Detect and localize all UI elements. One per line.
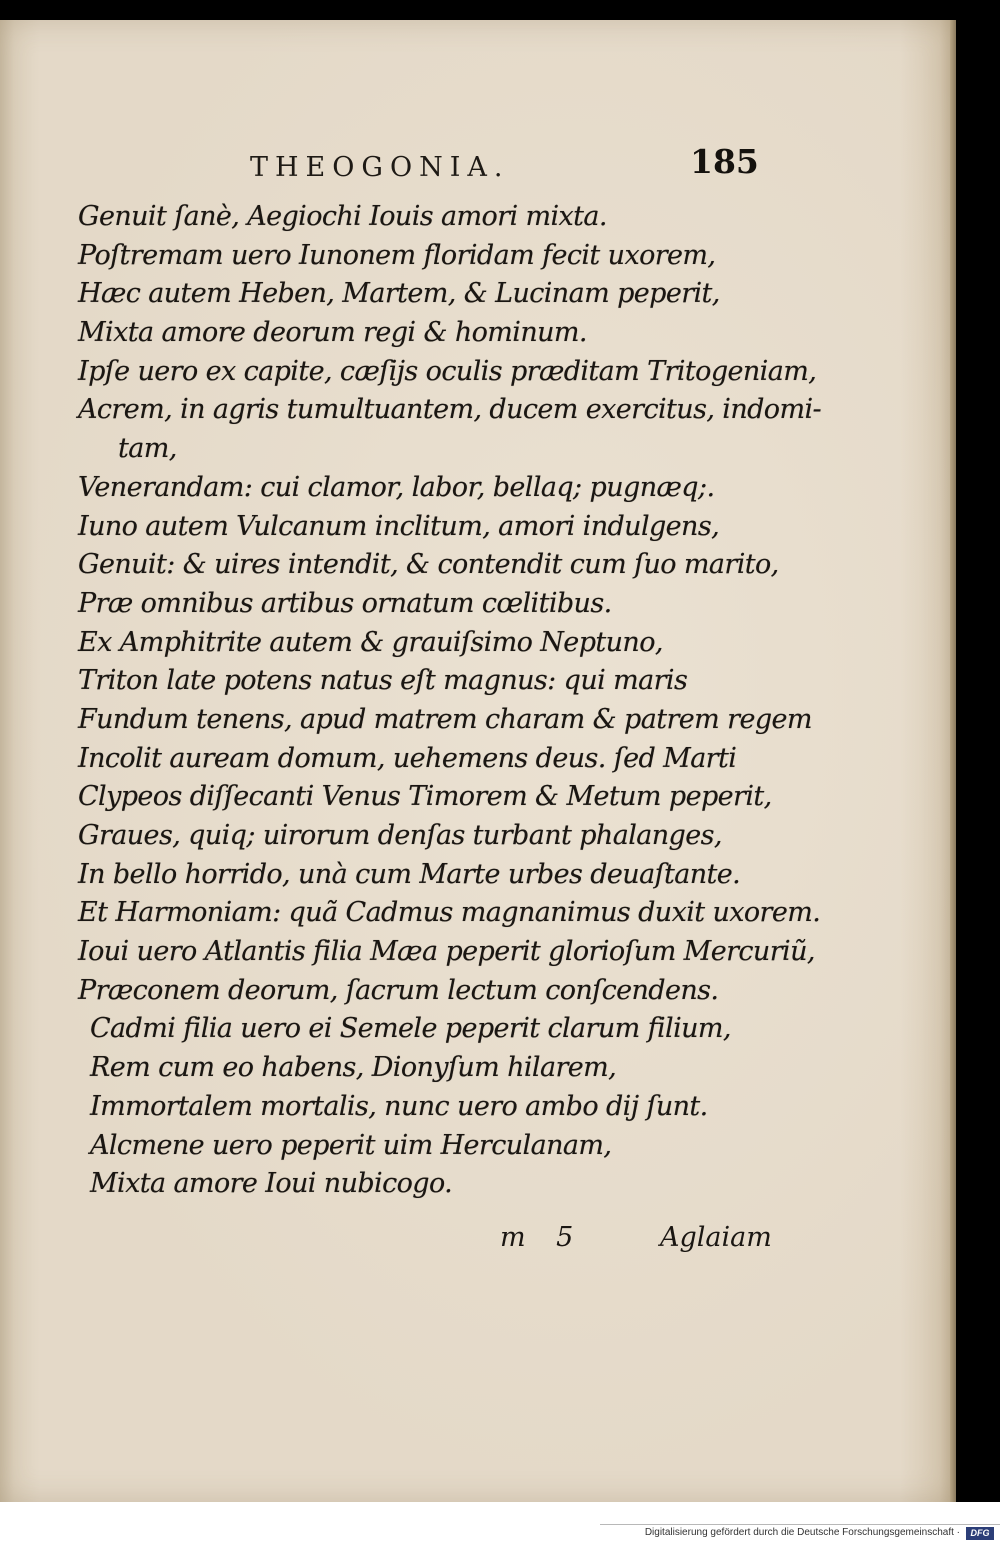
verse-line: Præ omnibus artibus ornatum cœlitibus. — [78, 587, 612, 619]
verse-line: Et Harmoniam: quã Cadmus magnanimus duxit uxorem. — [78, 897, 821, 929]
verse-line: Alcmene uero peperit uim Herculanam, — [90, 1129, 612, 1161]
verse-line: Iuno autem Vulcanum inclitum, amori indulgens, — [78, 510, 720, 542]
funding-credit: Digitalisierung gefördert durch die Deutsche Forschungsgemeinschaft · — [644, 1527, 960, 1538]
verse-line: Mixta amore deorum regi & hominum. — [78, 317, 587, 349]
verse-line: Venerandam: cui clamor, labor, bellaq; pugnæq;. — [78, 471, 715, 503]
verse-line: Incolit auream domum, uehemens deus. ſed Marti — [78, 742, 737, 774]
signature-mark: m 5 — [500, 1222, 574, 1253]
footer-rule — [600, 1524, 1000, 1525]
catchline — [0, 1220, 955, 1260]
verse-line: Hæc autem Heben, Martem, & Lucinam peperit, — [78, 278, 720, 310]
verse-line: Præconem deorum, ſacrum lectum conſcendens. — [78, 974, 719, 1006]
verse-line: Triton late potens natus eſt magnus: qui maris — [78, 665, 688, 697]
dfg-logo-icon: DFG — [966, 1527, 994, 1540]
verse-line: In bello horrido, unà cum Marte urbes deuaſtante. — [78, 858, 741, 890]
verse-line: Fundum tenens, apud matrem charam & patrem regem — [78, 703, 812, 735]
running-title: THEOGONIA. — [250, 152, 510, 183]
verse-line: Mixta amore Ioui nubicogo. — [90, 1168, 453, 1200]
verse-line: Ex Amphitrite autem & grauiſsimo Neptuno, — [78, 626, 663, 658]
verse-line: Genuit: & uires intendit, & contendit cum ſuo marito, — [78, 549, 779, 581]
verse-line: Genuit ſanè, Aegiochi Iouis amori mixta. — [78, 201, 607, 232]
running-head — [0, 142, 955, 192]
footer-bar — [0, 1502, 1000, 1545]
verse-line: Acrem, in agris tumultuantem, ducem exercitus, indomi- — [78, 394, 822, 426]
verse-line-continuation: tam, — [118, 433, 177, 465]
verse-line: Immortalem mortalis, nunc uero ambo dij ſunt. — [90, 1090, 708, 1122]
catchword: Aglaiam — [660, 1222, 772, 1253]
verse-line: Clypeos diſſecanti Venus Timorem & Metum peperit, — [78, 781, 772, 813]
verse-line: Ioui uero Atlantis filia Mæa peperit glorioſum Mercuriũ, — [78, 936, 815, 968]
verse-line: Rem cum eo habens, Dionyſum hilarem, — [90, 1052, 617, 1084]
verse-line: Cadmi filia uero ei Semele peperit clarum filium, — [90, 1013, 731, 1045]
book-page — [0, 20, 955, 1502]
page-edge — [950, 20, 956, 1502]
verse-line: Poſtremam uero Iunonem floridam fecit uxorem, — [78, 239, 716, 271]
verse-text-block — [78, 198, 838, 1204]
page-number: 185 — [690, 142, 759, 181]
verse-line: Graues, quiq; uirorum denſas turbant phalanges, — [78, 820, 722, 851]
verse-line: Ipſe uero ex capite, cæſijs oculis præditam Tritogeniam, — [78, 355, 817, 387]
